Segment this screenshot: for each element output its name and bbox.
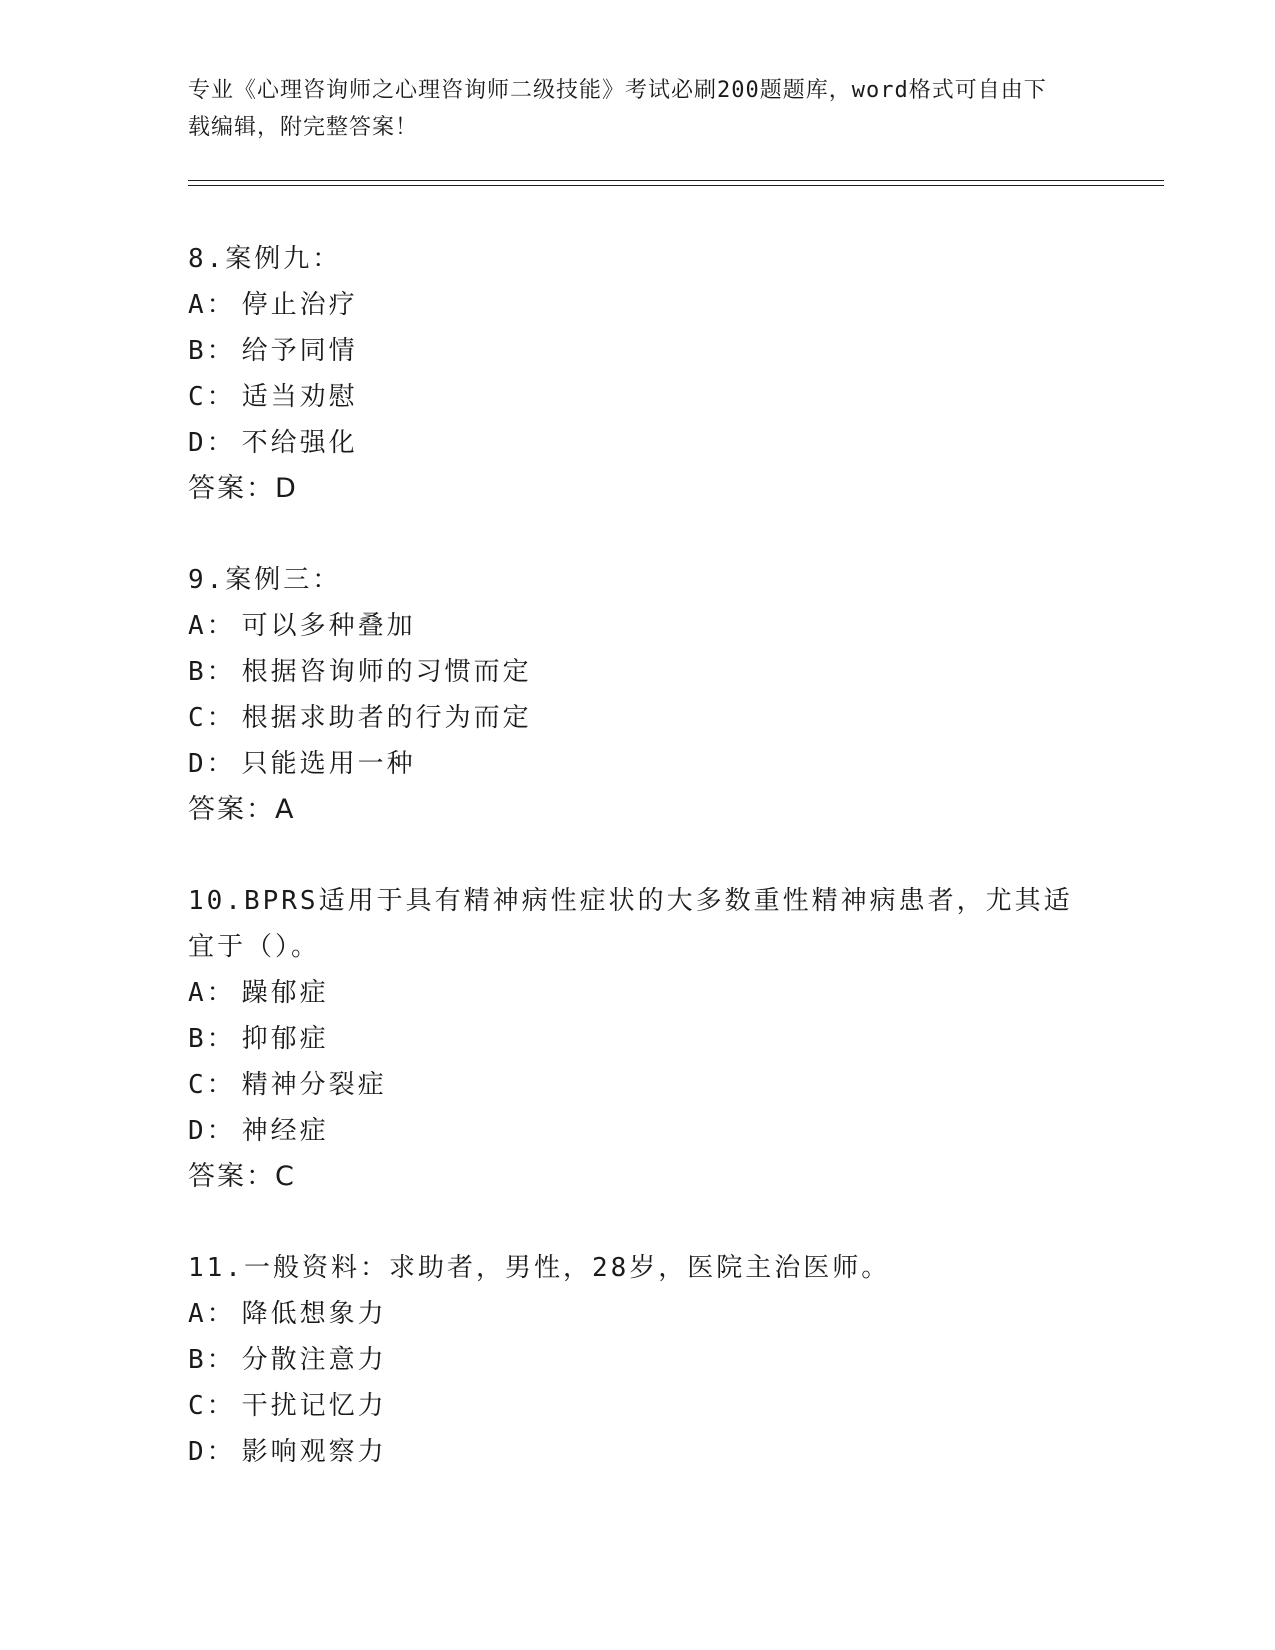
question-11	[188, 1245, 1088, 1475]
option-c	[188, 695, 1088, 741]
option-a	[188, 970, 1088, 1016]
option-a	[188, 282, 1088, 328]
option-c	[188, 1383, 1088, 1429]
option-text: 适当劝慰	[241, 382, 358, 412]
question-stem: 9.案例三：	[188, 565, 342, 595]
option-letter: A：	[188, 290, 236, 320]
option-text: 降低想象力	[241, 1299, 387, 1329]
question-stem: 8.案例九：	[188, 244, 342, 274]
option-letter: C：	[188, 703, 236, 733]
question-stem: 11.一般资料：求助者，男性，28岁，医院主治医师。	[188, 1253, 891, 1283]
question-9	[188, 557, 1088, 833]
option-text: 精神分裂症	[241, 1070, 387, 1100]
option-letter: B：	[188, 1024, 236, 1054]
option-b	[188, 1016, 1088, 1062]
option-b	[188, 649, 1088, 695]
option-letter: D：	[188, 1437, 236, 1467]
option-d	[188, 420, 1088, 466]
option-text: 给予同情	[241, 336, 358, 366]
option-c	[188, 1062, 1088, 1108]
question-list	[188, 236, 1088, 1520]
question-stem: 10.BPRS适用于具有精神病性症状的大多数重性精神病患者，尤其适宜于（）。	[188, 886, 1073, 962]
option-letter: C：	[188, 1391, 236, 1421]
option-b	[188, 1337, 1088, 1383]
option-d	[188, 741, 1088, 787]
option-letter: B：	[188, 657, 236, 687]
option-a	[188, 1291, 1088, 1337]
answer-line: 答案：D	[188, 473, 298, 504]
option-text: 根据求助者的行为而定	[241, 703, 532, 733]
option-letter: C：	[188, 382, 236, 412]
option-letter: A：	[188, 978, 236, 1008]
option-c	[188, 374, 1088, 420]
document-header: 专业《心理咨询师之心理咨询师二级技能》考试必刷200题题库，word格式可自由下载编辑，附完整答案！	[188, 78, 1047, 140]
option-text: 可以多种叠加	[241, 611, 416, 641]
option-text: 影响观察力	[241, 1437, 387, 1467]
option-letter: B：	[188, 1345, 236, 1375]
option-b	[188, 328, 1088, 374]
option-d	[188, 1429, 1088, 1475]
option-text: 抑郁症	[241, 1024, 329, 1054]
option-letter: D：	[188, 428, 236, 458]
option-text: 不给强化	[241, 428, 358, 458]
option-text: 停止治疗	[241, 290, 358, 320]
question-10	[188, 878, 1088, 1200]
answer-line: 答案：C	[188, 1161, 296, 1192]
answer-line: 答案：A	[188, 794, 296, 825]
option-letter: D：	[188, 749, 236, 779]
option-text: 只能选用一种	[241, 749, 416, 779]
option-text: 分散注意力	[241, 1345, 387, 1375]
option-text: 躁郁症	[241, 978, 329, 1008]
option-a	[188, 603, 1088, 649]
question-8	[188, 236, 1088, 512]
option-text: 根据咨询师的习惯而定	[241, 657, 532, 687]
option-letter: A：	[188, 611, 236, 641]
header-divider-top	[188, 180, 1164, 181]
option-letter: A：	[188, 1299, 236, 1329]
option-text: 干扰记忆力	[241, 1391, 387, 1421]
option-letter: D：	[188, 1116, 236, 1146]
option-letter: C：	[188, 1070, 236, 1100]
header-divider-bottom	[188, 185, 1164, 186]
option-text: 神经症	[241, 1116, 329, 1146]
option-d	[188, 1108, 1088, 1154]
option-letter: B：	[188, 336, 236, 366]
